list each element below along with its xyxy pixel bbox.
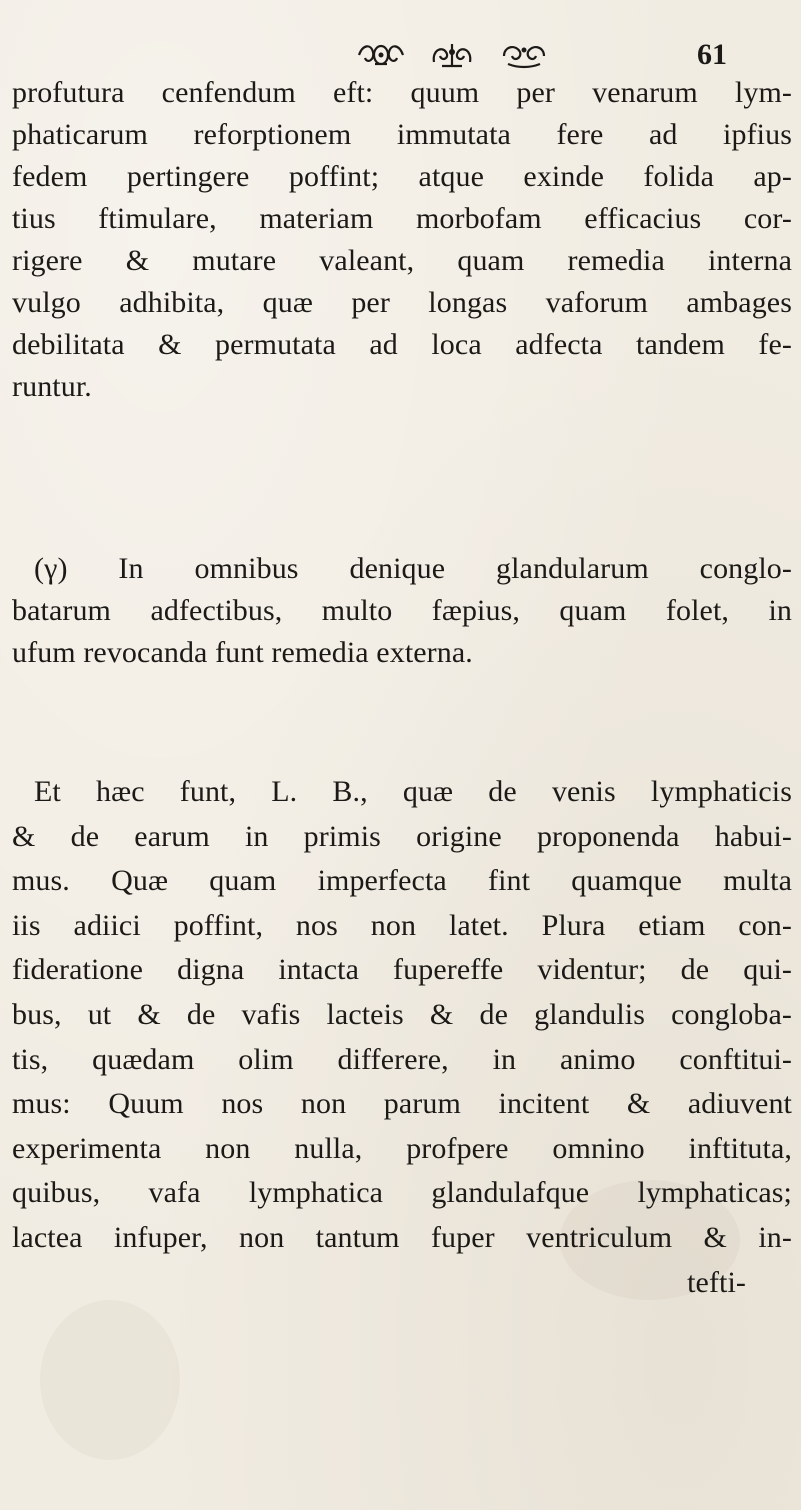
text-line: & de earum in primis origine proponenda habui- — [12, 819, 792, 853]
text-line: fideratione digna intacta fupereffe videntur; de qui- — [12, 953, 792, 987]
text-line: Et hæc funt, L. B., quæ de venis lymphaticis — [34, 775, 792, 808]
paragraph — [12, 548, 792, 674]
text-line: tius ftimulare, materiam morbofam efficacius cor- — [12, 202, 792, 235]
text-line: rigere & mutare valeant, quam remedia interna — [12, 244, 792, 277]
text-line: tis, quædam olim differere, in animo conftitui- — [12, 1042, 792, 1076]
text-line: (γ) In omnibus denique glandularum conglo- — [34, 552, 792, 585]
text-line: mus. Quæ quam imperfecta fint quamque multa — [12, 864, 792, 898]
text-line: quibus, vafa lymphatica glandulafque lymphaticas; — [12, 1176, 792, 1210]
text-line: runtur. — [12, 370, 92, 403]
paragraph — [12, 770, 792, 1305]
text-line: bus, ut & de vafis lacteis & de glandulis congloba- — [12, 997, 792, 1031]
text-line: iis adiici poffint, nos non latet. Plura etiam con- — [12, 908, 792, 942]
text-line: vulgo adhibita, quæ per longas vaforum ambages — [12, 286, 792, 319]
text-line: fedem pertingere poffint; atque exinde folida ap- — [12, 160, 792, 193]
text-line: mus: Quum nos non parum incitent & adiuvent — [12, 1087, 792, 1121]
text-line: profutura cenfendum eft: quum per venarum lym- — [12, 76, 792, 109]
ornament-left-icon — [355, 40, 407, 70]
catchword: tefti- — [687, 1265, 746, 1299]
text-line: experimenta non nulla, profpere omnino inftituta, — [12, 1131, 792, 1165]
text-line: phaticarum reforptionem immutata fere ad ipfius — [12, 118, 792, 151]
ornament-right-icon — [498, 40, 550, 70]
text-line: ufum revocanda funt remedia externa. — [12, 636, 473, 669]
text-line: debilitata & permutata ad loca adfecta tandem fe- — [12, 328, 792, 361]
text-line: batarum adfectibus, multo fæpius, quam folet, in — [12, 594, 792, 627]
paragraph — [12, 72, 792, 408]
text-line: lactea infuper, non tantum fuper ventriculum & in- — [12, 1220, 792, 1254]
paper-stain — [40, 1300, 180, 1460]
ornament-center-icon — [428, 40, 476, 70]
page-number: 61 — [697, 38, 727, 71]
